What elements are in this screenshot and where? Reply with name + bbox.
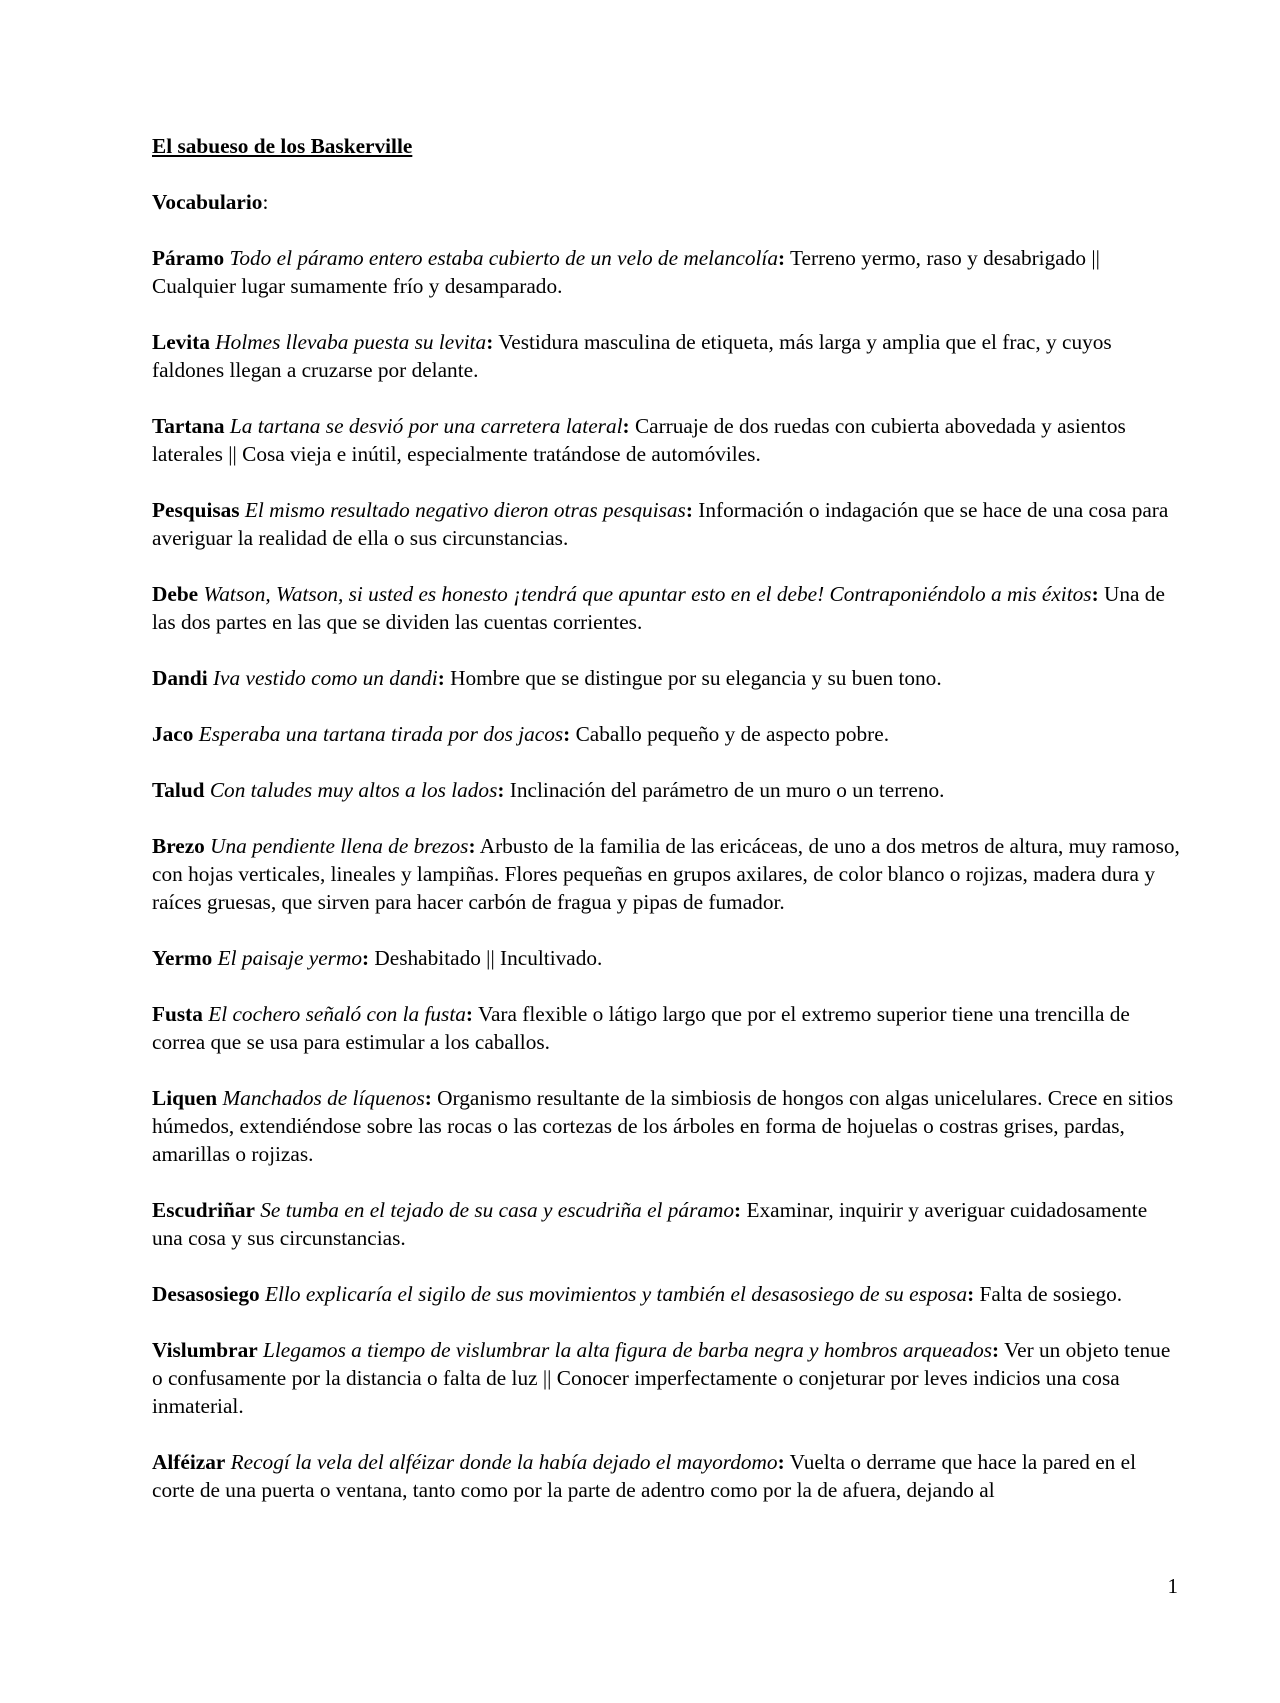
entry-definition: Caballo pequeño y de aspecto pobre.	[575, 722, 890, 746]
entry-colon: :	[777, 1450, 785, 1474]
document-title: El sabueso de los Baskerville	[152, 134, 413, 158]
entry-definition: Terreno yermo, raso y desabrigado || Cualquier lugar sumamente frío y desamparado.	[152, 246, 1100, 298]
entry-term: Desasosiego	[152, 1282, 260, 1306]
entry-term: Fusta	[152, 1002, 203, 1026]
entry-colon: :	[563, 722, 571, 746]
entry-term: Debe	[152, 582, 199, 606]
vocabulary-entry	[152, 496, 1182, 552]
vocabulary-entry	[152, 580, 1182, 636]
entry-term: Tartana	[152, 414, 225, 438]
entry-colon: :	[992, 1338, 1000, 1362]
entry-term: Talud	[152, 778, 205, 802]
entry-definition: Organismo resultante de la simbiosis de hongos con algas unicelulares. Crece en sitios húmedos, extendiéndose sobre las rocas o las cortezas de los árboles en forma de hojuelas o costras grises, pardas, amarillas o rojizas.	[152, 1086, 1174, 1166]
entry-definition: Arbusto de la familia de las ericáceas, de uno a dos metros de altura, muy ramoso, con hojas verticales, lineales y lampiñas. Flores pequeñas en grupos axilares, de color blanco o rojizas, madera dura y raíces gruesas, que sirven para hacer carbón de fragua y pipas de fumador.	[152, 834, 1180, 914]
entry-definition: Carruaje de dos ruedas con cubierta abovedada y asientos laterales || Cosa vieja e inútil, especialmente tratándose de automóviles.	[152, 414, 1126, 466]
entry-example: Manchados de líquenos	[222, 1086, 425, 1110]
vocabulary-heading	[152, 188, 1182, 216]
entry-colon: :	[1091, 582, 1099, 606]
vocabulary-heading-text: Vocabulario	[152, 190, 263, 214]
entry-definition: Información o indagación que se hace de una cosa para averiguar la realidad de ella o sus circunstancias.	[152, 498, 1169, 550]
document-page	[152, 132, 1182, 1532]
entry-term: Escudriñar	[152, 1198, 255, 1222]
vocabulary-entry	[152, 328, 1182, 384]
vocabulary-entry	[152, 944, 1182, 972]
entry-example: El mismo resultado negativo dieron otras pesquisas	[244, 498, 686, 522]
vocabulary-entry	[152, 1336, 1182, 1420]
entry-definition: Examinar, inquirir y averiguar cuidadosamente una cosa y sus circunstancias.	[152, 1198, 1148, 1250]
vocabulary-entry	[152, 1084, 1182, 1168]
entry-term: Dandi	[152, 666, 208, 690]
entry-term: Alféizar	[152, 1450, 226, 1474]
entry-example: Se tumba en el tejado de su casa y escudriña el páramo	[260, 1198, 735, 1222]
entry-definition: Ver un objeto tenue o confusamente por la distancia o falta de luz || Conocer imperfectamente o conjeturar por leves indicios una cosa inmaterial.	[152, 1338, 1171, 1418]
entry-colon: :	[967, 1282, 975, 1306]
entry-example: Con taludes muy altos a los lados	[209, 778, 498, 802]
entry-definition: Vara flexible o látigo largo que por el extremo superior tiene una trencilla de correa que se usa para estimular a los caballos.	[152, 1002, 1130, 1054]
entry-example: Esperaba una tartana tirada por dos jacos	[198, 722, 564, 746]
entry-colon: :	[777, 246, 786, 270]
entry-example: El paisaje yermo	[217, 946, 362, 970]
entry-definition: Inclinación del parámetro de un muro o un terreno.	[509, 778, 945, 802]
vocabulary-entry	[152, 1196, 1182, 1252]
entry-definition: Vestidura masculina de etiqueta, más larga y amplia que el frac, y cuyos faldones llegan a cruzarse por delante.	[152, 330, 1112, 382]
entry-colon: :	[622, 414, 630, 438]
entry-example: Watson, Watson, si usted es honesto ¡tendrá que apuntar esto en el debe! Contraponiéndolo a mis éxitos	[203, 582, 1092, 606]
vocabulary-entry	[152, 1448, 1182, 1504]
entry-definition: Falta de sosiego.	[979, 1282, 1123, 1306]
entry-definition: Vuelta o derrame que hace la pared en el corte de una puerta o ventana, tanto como por la parte de adentro como por la de afuera, dejando al	[152, 1450, 1136, 1502]
entry-example: Recogí la vela del alféizar donde la había dejado el mayordomo	[230, 1450, 778, 1474]
vocabulary-entry	[152, 1280, 1182, 1308]
entry-colon: :	[734, 1198, 742, 1222]
entry-colon: :	[424, 1086, 432, 1110]
entry-term: Vislumbrar	[152, 1338, 258, 1362]
vocabulary-entry	[152, 720, 1182, 748]
entry-term: Jaco	[152, 722, 194, 746]
entry-example: Llegamos a tiempo de vislumbrar la alta figura de barba negra y hombros arqueados	[263, 1338, 993, 1362]
vocabulary-entry	[152, 244, 1182, 300]
entry-example: Ello explicaría el sigilo de sus movimientos y también el desasosiego de su esposa	[265, 1282, 968, 1306]
entry-colon: :	[437, 666, 445, 690]
entry-definition: Deshabitado || Incultivado.	[374, 946, 603, 970]
entry-colon: :	[685, 498, 693, 522]
page-number: 1	[1167, 1574, 1178, 1598]
entry-definition: Una de las dos partes en las que se dividen las cuentas corrientes.	[152, 582, 1165, 634]
entry-term: Liquen	[152, 1086, 218, 1110]
vocabulary-heading-colon: :	[262, 190, 269, 214]
entry-term: Pesquisas	[152, 498, 240, 522]
vocabulary-entry	[152, 664, 1182, 692]
entry-example: Una pendiente llena de brezos	[210, 834, 469, 858]
entry-colon: :	[465, 1002, 473, 1026]
vocabulary-entry	[152, 776, 1182, 804]
entry-term: Yermo	[152, 946, 213, 970]
entry-colon: :	[497, 778, 505, 802]
entry-term: Levita	[152, 330, 210, 354]
entry-colon: :	[486, 330, 494, 354]
vocabulary-list	[152, 244, 1182, 1504]
entry-definition: Hombre que se distingue por su elegancia y su buen tono.	[450, 666, 942, 690]
entry-example: Todo el páramo entero estaba cubierto de un velo de melancolía	[229, 246, 778, 270]
entry-colon: :	[361, 946, 370, 970]
vocabulary-entry	[152, 412, 1182, 468]
entry-term: Brezo	[152, 834, 205, 858]
entry-colon: :	[468, 834, 476, 858]
vocabulary-entry	[152, 832, 1182, 916]
entry-term: Páramo	[152, 246, 225, 270]
entry-example: Iva vestido como un dandi	[212, 666, 438, 690]
entry-example: La tartana se desvió por una carretera lateral	[229, 414, 623, 438]
entry-example: Holmes llevaba puesta su levita	[215, 330, 487, 354]
entry-example: El cochero señaló con la fusta	[208, 1002, 466, 1026]
vocabulary-entry	[152, 1000, 1182, 1056]
